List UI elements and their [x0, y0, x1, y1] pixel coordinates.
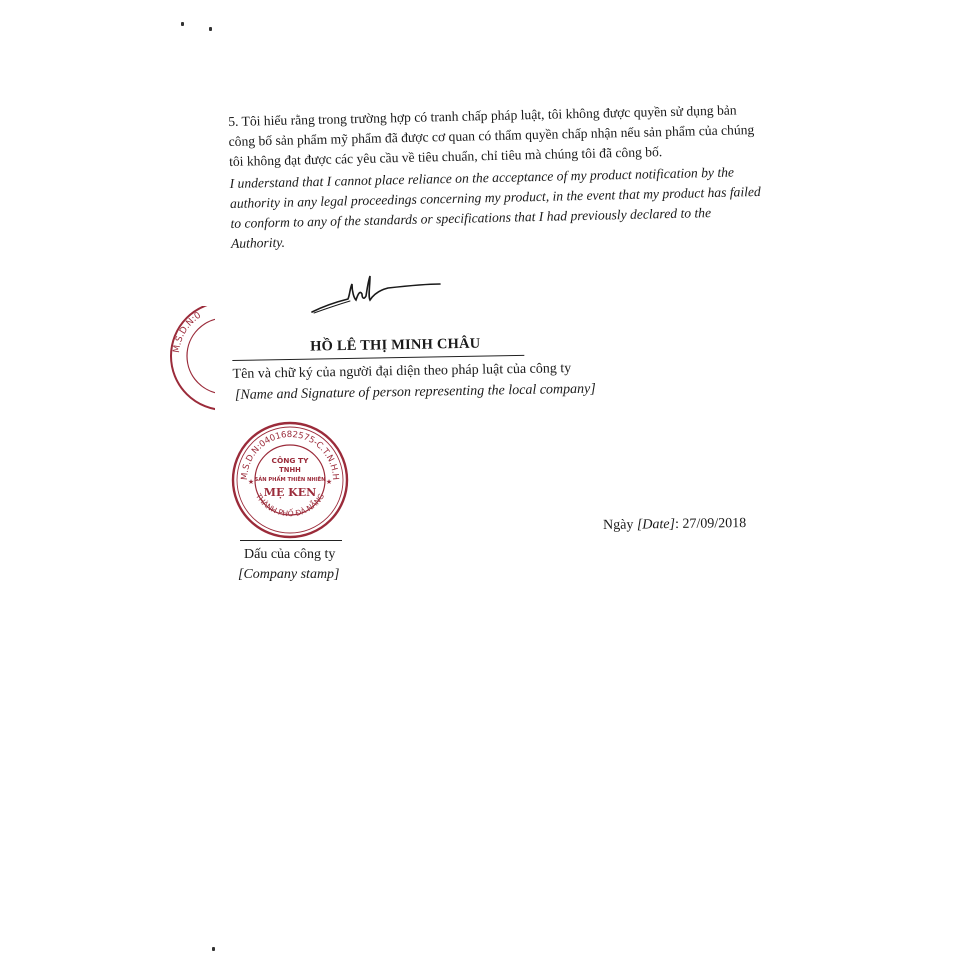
date-value: : 27/09/2018 [674, 516, 747, 532]
date-label-vietnamese: Ngày [603, 517, 634, 533]
partial-stamp [165, 306, 215, 418]
date-field [603, 516, 746, 534]
representative-name: HỒ LÊ THỊ MINH CHÂU [309, 335, 481, 355]
date-label-english: [Date] [636, 516, 676, 533]
clause-5 [228, 100, 766, 254]
company-stamp [230, 420, 350, 540]
stamp-bottom-text: THÀNH PHỐ ĐÀ NẴNG [253, 491, 327, 519]
stamp-label-vietnamese: Dấu của công ty [244, 547, 336, 562]
stamp-center-line-1: CÔNG TY [271, 456, 309, 465]
svg-text:★: ★ [325, 478, 333, 486]
representative-block [232, 333, 633, 404]
partial-stamp-text: M.S.D.N:0 [172, 310, 204, 354]
stamp-center-line-2: TNHH [279, 466, 301, 474]
representative-label-english: [Name and Signature of person representing the local company] [234, 381, 596, 403]
scan-speck [212, 947, 215, 951]
scan-speck [181, 22, 184, 26]
svg-text:★: ★ [247, 478, 255, 486]
stamp-center-name: MẸ KEN [263, 486, 317, 499]
handwritten-signature [310, 272, 442, 316]
clause-text-english: I understand that I cannot place reliance on the acceptance of my product notification by the authority in any legal proceedings concerning my product, in the event that my product has failed to conform to any of the standards or specifications that I had previously declared to the Authority. [229, 164, 761, 251]
stamp-caption-block [236, 540, 376, 583]
stamp-center-line-3: SẢN PHẨM THIÊN NHIÊN [254, 477, 326, 483]
stamp-label-english: [Company stamp] [238, 567, 340, 582]
scan-speck [209, 27, 212, 31]
stamp-line [240, 540, 342, 541]
stamp-ring-text: M.S.D.N:0401682575-C.T.N.H.H [239, 429, 341, 481]
clause-text-vietnamese: 5. Tôi hiểu rằng trong trường hợp có tranh chấp pháp luật, tôi không được quyền sử dụng bản công bố sản phẩm mỹ phẩm đã được cơ quan có thẩm quyền chấp nhận nếu sản phẩm của chúng tôi không đạt được các yêu cầu về tiêu chuẩn, chỉ tiêu mà chúng tôi đã công bố. [228, 102, 755, 169]
representative-label-vietnamese: Tên và chữ ký của người đại diện theo pháp luật của công ty [232, 361, 572, 382]
